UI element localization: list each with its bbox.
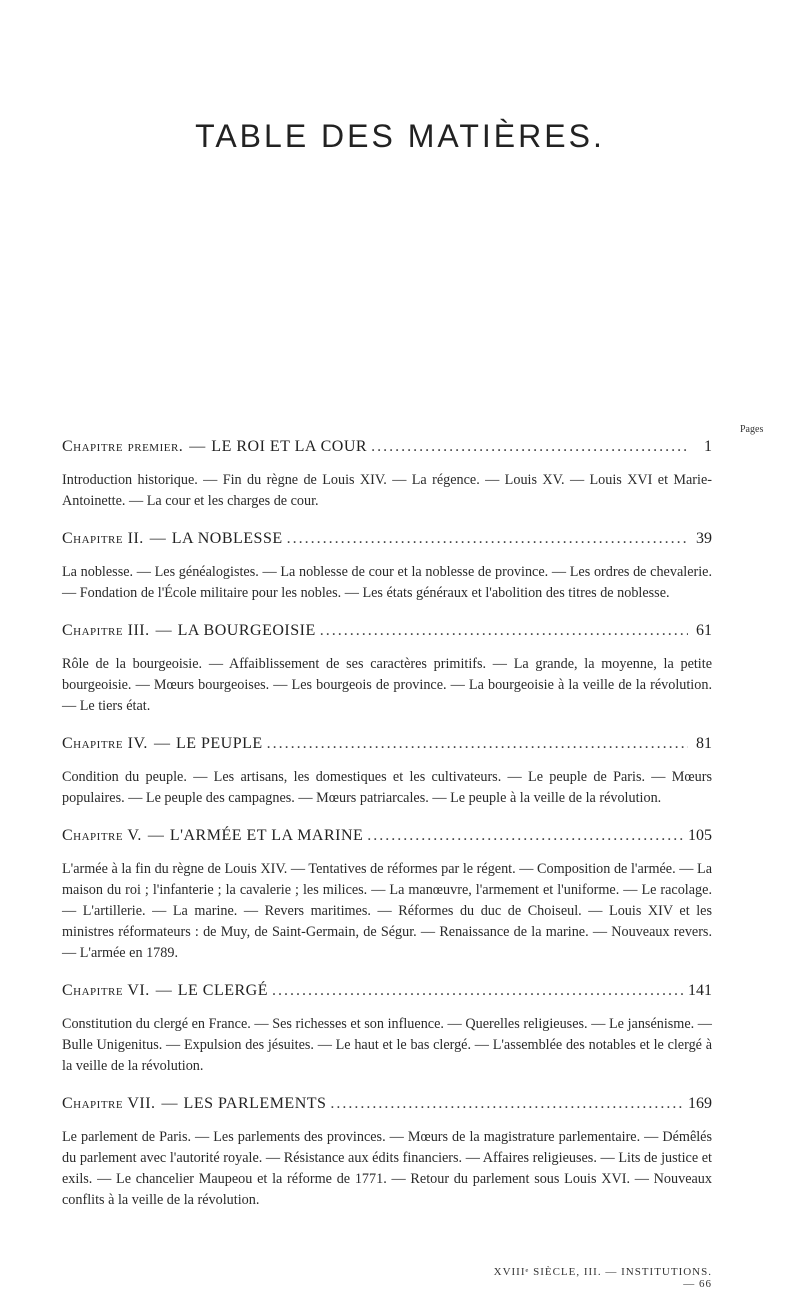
toc-entry [62, 982, 712, 1077]
toc-entry [62, 530, 712, 604]
chapter-heading-line[interactable] [62, 827, 712, 851]
chapter-label: Chapitre premier. [62, 438, 184, 455]
chapter-label: Chapitre IV. [62, 735, 148, 752]
chapter-label: Chapitre III. [62, 622, 150, 639]
chapter-heading-line[interactable] [62, 1095, 712, 1119]
chapter-page-number: 81 [696, 735, 712, 752]
chapter-page-number: 141 [688, 982, 712, 999]
dot-leader [330, 1095, 684, 1113]
chapter-summary: Le parlement de Paris. — Les parlements des provinces. — Mœurs de la magistrature parlementaire. — Démêlés du parlement avec l'autorité royale. — Résistance aux édits financiers. — Affaires religieuses. — Lits de justice et exils. — Le chancelier Maupeou et la réforme de 1771. — Retour du parlement sous Louis XVI. — Nouveaux conflits à la veille de la révolution. [62, 1129, 712, 1208]
chapter-summary: Constitution du clergé en France. — Ses richesses et son influence. — Querelles religieuses. — Le jansénisme. — Bulle Unigenitus. — Expulsion des jésuites. — Le haut et le bas clergé. — L'assemblée des notables et le clergé à la veille de la révolution. [62, 1016, 712, 1074]
chapter-separator: — [147, 827, 164, 844]
chapter-label: Chapitre VI. [62, 982, 150, 999]
chapter-summary: La noblesse. — Les généalogistes. — La noblesse de cour et la noblesse de province. — Les ordres de chevalerie. — Fondation de l'École militaire pour les nobles. — Les états généraux et l'abolition des titres de noblesse. [62, 564, 712, 601]
toc-entry [62, 827, 712, 964]
chapter-heading-line[interactable] [62, 438, 712, 462]
page-title: TABLE DES MATIÈRES. [195, 118, 605, 154]
dot-leader [272, 982, 684, 1000]
chapter-summary: L'armée à la fin du règne de Louis XIV. — Tentatives de réformes par le régent. — Composition de l'armée. — La maison du roi ; l'infanterie ; la cavalerie ; les milices. — La manœuvre, l'armement et l'uniforme. — Le racolage. — L'artillerie. — La marine. — Revers maritimes. — Réformes du duc de Choiseul. — Louis XIV et les ministres réformateurs : de Muy, de Saint-Germain, de Ségur. — Renaissance de la marine. — Nouveaux revers. — L'armée en 1789. [62, 861, 712, 961]
dot-leader [367, 827, 684, 845]
chapter-label: Chapitre VII. [62, 1095, 156, 1112]
chapter-summary: Introduction historique. — Fin du règne de Louis XIV. — La régence. — Louis XV. — Louis XVI et Marie-Antoinette. — La cour et les charges de cour. [62, 472, 712, 509]
toc-entry [62, 735, 712, 809]
chapter-heading-line[interactable] [62, 735, 712, 759]
chapter-title: LES PARLEMENTS [183, 1095, 327, 1112]
toc-entry [62, 622, 712, 717]
chapter-title: LE ROI ET LA COUR [211, 438, 368, 455]
chapter-page-number: 169 [688, 1095, 712, 1112]
page-footer-signature: XVIIIᵉ SIÈCLE, III. — INSTITUTIONS. — 66 [493, 1266, 712, 1290]
chapter-separator: — [161, 1095, 178, 1112]
chapter-separator: — [155, 982, 172, 999]
chapter-separator: — [153, 735, 170, 752]
chapter-summary: Rôle de la bourgeoisie. — Affaiblissement de ses caractères primitifs. — La grande, la moyenne, la petite bourgeoisie. — Mœurs bourgeoises. — Les bourgeois de province. — La bourgeoisie à la veille de la révolution. — Le tiers état. [62, 656, 712, 714]
dot-leader [371, 438, 688, 456]
chapter-heading-line[interactable] [62, 982, 712, 1006]
chapter-title: LE PEUPLE [175, 735, 263, 752]
pages-column-label: Pages [740, 424, 764, 435]
chapter-separator: — [155, 622, 172, 639]
toc-entry [62, 438, 712, 512]
table-of-contents [62, 438, 712, 1211]
chapter-separator: — [149, 530, 166, 547]
chapter-page-number: 1 [704, 438, 712, 455]
chapter-page-number: 39 [696, 530, 712, 547]
chapter-title: L'ARMÉE ET LA MARINE [169, 827, 364, 844]
chapter-label: Chapitre II. [62, 530, 144, 547]
chapter-summary: Condition du peuple. — Les artisans, les domestiques et les cultivateurs. — Le peuple de Paris. — Mœurs populaires. — Le peuple des campagnes. — Mœurs patriarcales. — Le peuple à la veille de la révolution. [62, 769, 712, 806]
dot-leader [267, 735, 688, 753]
chapter-title: LA BOURGEOISIE [177, 622, 316, 639]
dot-leader [287, 530, 688, 548]
chapter-page-number: 61 [696, 622, 712, 639]
chapter-heading-line[interactable] [62, 622, 712, 646]
chapter-label: Chapitre V. [62, 827, 142, 844]
chapter-separator: — [189, 438, 206, 455]
chapter-title: LE CLERGÉ [177, 982, 268, 999]
chapter-page-number: 105 [688, 827, 712, 844]
dot-leader [320, 622, 688, 640]
toc-entry [62, 1095, 712, 1211]
chapter-heading-line[interactable] [62, 530, 712, 554]
chapter-title: LA NOBLESSE [171, 530, 283, 547]
